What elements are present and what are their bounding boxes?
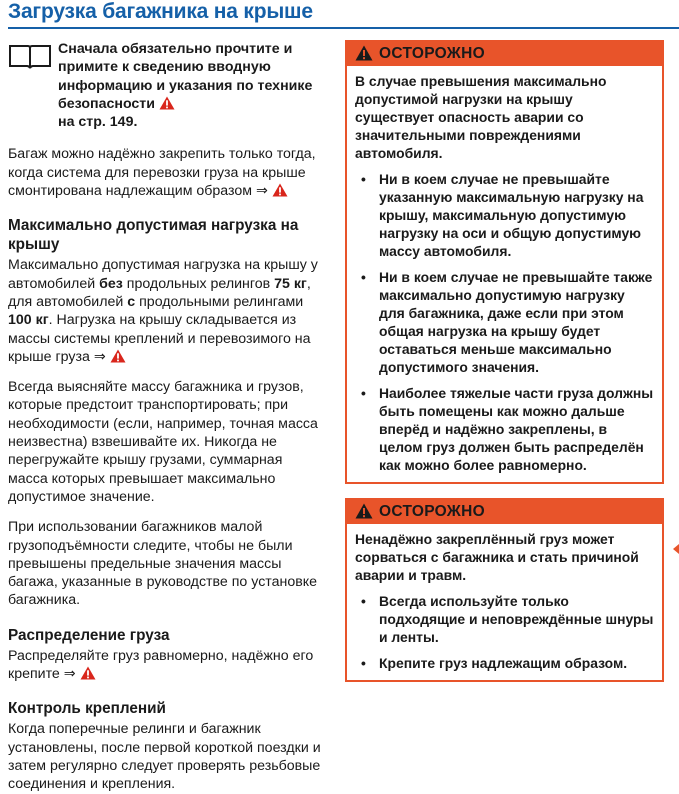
paragraph-low-capacity: При использовании багажников малой грузоподъёмности следите, чтобы не были превышены предельные значения массы багажа, указанные в руководстве по установке багажника. bbox=[8, 519, 318, 609]
paragraph-mounting bbox=[8, 145, 326, 200]
intro-main-text: Сначала обязательно прочтите и примите к сведению вводную информацию и указания по технике безопасности bbox=[58, 41, 313, 112]
warning-header-label: ОСТОРОЖНО bbox=[379, 503, 485, 520]
paragraph-max-load bbox=[8, 256, 326, 366]
paragraph-weigh: Всегда выясняйте массу багажника и грузов, которые предстоит транспортировать; при необходимости (если, например, точная масса неизвестна) взвешивайте их. Никогда не перегружайте крышу грузами, суммарная масса которых превышает максимально допустимое значение. bbox=[8, 379, 318, 505]
warning-body bbox=[347, 524, 662, 680]
warning-body bbox=[347, 66, 662, 482]
max-load-value-75: 75 кг bbox=[274, 275, 307, 292]
max-load-text-c: продольных релингов bbox=[126, 275, 271, 292]
right-column bbox=[345, 40, 664, 682]
page-title: Загрузка багажника на крыше bbox=[8, 0, 313, 23]
page-end-arrow-icon bbox=[673, 544, 679, 554]
max-load-text-b: без bbox=[99, 275, 123, 292]
warning-triangle-icon[interactable] bbox=[80, 666, 96, 680]
intro-text bbox=[58, 40, 326, 131]
warning-triangle-icon bbox=[355, 45, 373, 61]
paragraph-distribution bbox=[8, 647, 326, 684]
max-load-value-100: 100 кг bbox=[8, 312, 49, 329]
title-rule bbox=[8, 27, 679, 29]
max-load-text-f: с bbox=[127, 293, 136, 310]
max-load-text-a: Максимально допустимая нагрузка на крышу у автомобилей bbox=[8, 257, 318, 292]
left-column bbox=[8, 40, 326, 794]
intro-page-ref[interactable]: на стр. 149. bbox=[58, 114, 138, 131]
max-load-text-i: . Нагрузка на крышу складывается из массы системы креплений и перевозимого на крыше груза ⇒ bbox=[8, 312, 311, 365]
max-load-text-g: продольными релингами bbox=[139, 293, 304, 310]
book-icon bbox=[8, 42, 52, 70]
warning-triangle-icon bbox=[159, 96, 175, 110]
intro-block bbox=[8, 40, 326, 131]
heading-max-load: Максимально допустимая нагрузка на крышу bbox=[8, 217, 299, 254]
warning-bullet: • Ни в коем случае не превышайте указанную максимальную нагрузку на крышу, максимальную допустимую нагрузку на оси и общую допустимую массу автомобиля. bbox=[355, 170, 654, 260]
warning-header bbox=[347, 42, 662, 66]
heading-distribution: Распределение груза bbox=[8, 626, 170, 644]
warning-box-overload bbox=[345, 40, 664, 484]
heading-control: Контроль креплений bbox=[8, 700, 166, 718]
warning-bullet: • Всегда используйте только подходящие и неповреждённые шнуры и ленты. bbox=[355, 592, 654, 646]
warning-lead: В случае превышения максимально допустимой нагрузки на крышу существует опасность аварии со значительными повреждениями автомобиля. bbox=[355, 73, 607, 161]
warning-triangle-icon[interactable] bbox=[110, 349, 126, 363]
warning-box-unsecured bbox=[345, 498, 664, 682]
paragraph-control: Когда поперечные релинги и багажник установлены, после первой короткой поездки и затем регулярно следует проверять резьбовые соединения и крепления. bbox=[8, 721, 321, 793]
warning-lead: Ненадёжно закреплённый груз может сорваться с багажника и стать причиной аварии и травм. bbox=[355, 531, 639, 583]
warning-bullet: • Крепите груз надлежащим образом. bbox=[355, 654, 654, 672]
warning-bullet: • Ни в коем случае не превышайте также максимально допустимую нагрузку для багажника, даже если при этом общая нагрузка на крышу будет оставаться меньше максимально допустимого значения. bbox=[355, 268, 654, 376]
warning-triangle-icon bbox=[355, 503, 373, 519]
warning-bullet: • Наиболее тяжелые части груза должны быть помещены как можно дальше вперёд и надёжно закреплены, в целом груз должен быть распределён как можно более равномерно. bbox=[355, 384, 654, 474]
warning-header-label: ОСТОРОЖНО bbox=[379, 45, 485, 62]
warning-header bbox=[347, 500, 662, 524]
paragraph-mounting-text: Багаж можно надёжно закрепить только тогда, когда система для перевозки груза на крыше смонтирована надлежащим образом ⇒ bbox=[8, 146, 316, 200]
max-load-text-e: , для автомобилей bbox=[8, 275, 311, 310]
warning-triangle-icon[interactable] bbox=[272, 183, 288, 197]
distribution-text: Распределяйте груз равномерно, надёжно его крепите ⇒ bbox=[8, 647, 314, 683]
